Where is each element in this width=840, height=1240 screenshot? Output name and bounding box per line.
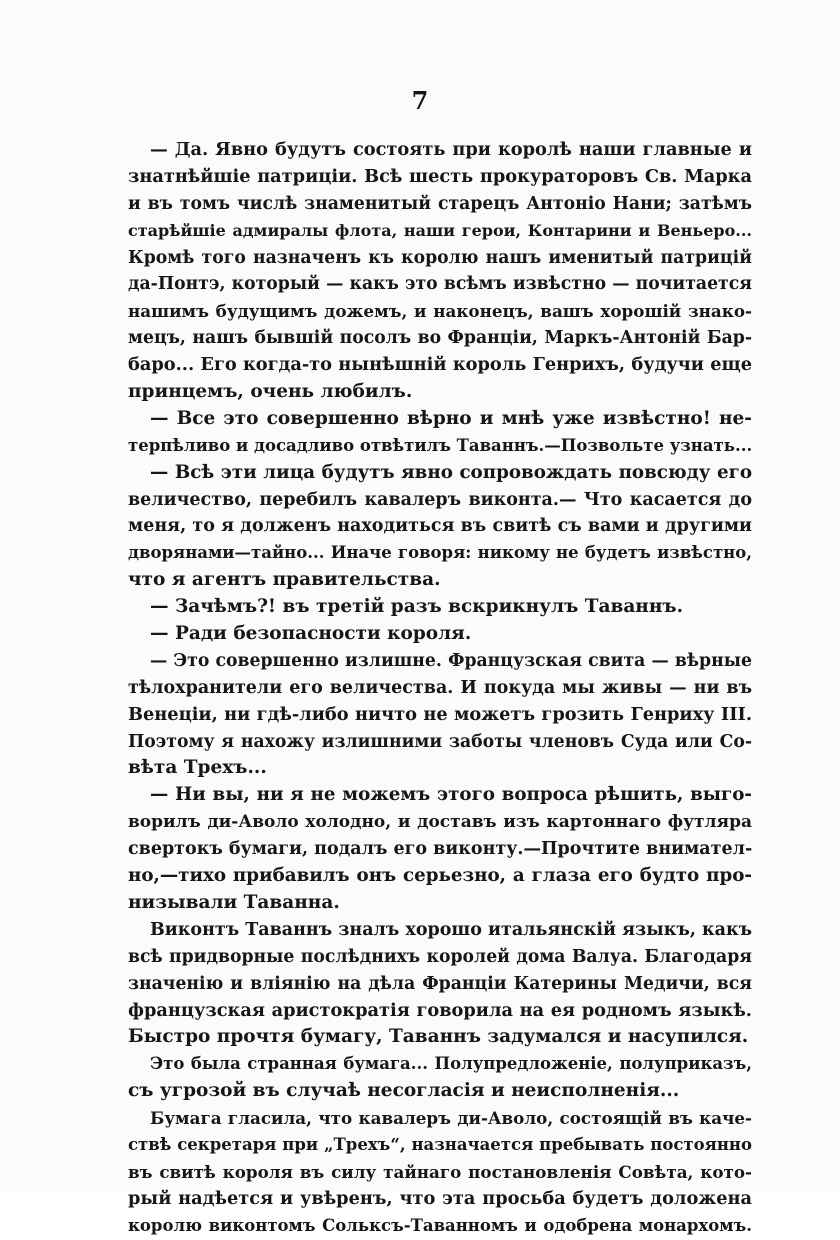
text-line: нашимъ будущимъ дожемъ, и наконецъ, вашъ хорошій знако- — [128, 301, 752, 322]
text-line: свертокъ бумаги, подалъ его виконту.—Прочтите внимател- — [128, 839, 752, 860]
text-line: ствѣ секретаря при „Трехъ“, назначается пребывать постоянно — [128, 1134, 752, 1154]
text-line: значенію и вліянію на дѣла Франціи Катерины Медичи, вся — [128, 973, 752, 994]
text-line: Поэтому я нахожу излишними заботы членовъ Суда или Со- — [128, 731, 752, 752]
text-line: да-Понтэ, который — какъ это всѣмъ извѣстно — почитается — [128, 274, 752, 295]
text-line: Виконтъ Таваннъ зналъ хорошо итальянскій языкъ, какъ — [150, 919, 752, 940]
text-line: всѣ придворные послѣднихъ королей дома Валуа. Благодаря — [128, 946, 752, 967]
text-line: ворилъ ди-Аволо холодно, и доставъ изъ картоннаго футляра — [128, 812, 752, 833]
text-line: баро... Его когда-то нынѣшній король Генрихъ, будучи еще — [128, 354, 752, 376]
text-line: принцемъ, очень любилъ. — [128, 381, 413, 403]
text-line: въ свитѣ короля въ силу тайнаго постановленія Совѣта, кото- — [128, 1161, 752, 1182]
text-line: Кромѣ того назначенъ къ королю нашъ именитый патрицій — [128, 247, 752, 268]
text-line: величество, перебилъ кавалеръ виконта.— Что касается до — [128, 489, 752, 510]
text-line: но,—тихо прибавилъ онъ серьезно, а глаза его будто про- — [128, 865, 752, 887]
text-line: тѣлохранители его величества. И покуда мы живы — ни въ — [128, 677, 752, 698]
text-line: мецъ, нашъ бывшій посолъ во Франціи, Маркъ-Антоній Бар- — [128, 328, 752, 349]
text-line: — Все это совершенно вѣрно и мнѣ уже извѣстно! не- — [150, 407, 752, 429]
text-line: Бумага гласила, что кавалеръ ди-Аволо, состоящій въ каче- — [150, 1108, 752, 1129]
text-line: знатнѣйшіе патриціи. Всѣ шесть прокураторовъ Св. Марка — [128, 165, 752, 187]
text-line: съ угрозой въ случаѣ несогласія и неисполненія... — [128, 1080, 680, 1102]
text-line: — Это совершенно излишне. Французская свита — вѣрные — [150, 650, 752, 671]
text-line: французская аристократія говорила на ея родномъ языкѣ. — [128, 999, 752, 1021]
text-line: Быстро прочтя бумагу, Таваннъ задумался и насупился. — [128, 1026, 749, 1048]
text-line: — Зачѣмъ?! въ третій разъ вскрикнулъ Таваннъ. — [150, 596, 684, 618]
text-line: что я агентъ правительства. — [128, 569, 441, 591]
text-line: — Да. Явно будутъ состоять при королѣ наши главные и — [150, 139, 752, 160]
text-line: — Всѣ эти лица будутъ явно сопровождать повсюду его — [150, 461, 752, 483]
text-line: — Ни вы, ни я не можемъ этого вопроса рѣшить, выго- — [150, 784, 752, 806]
text-line: меня, то я долженъ находиться въ свитѣ съ вами и другими — [128, 516, 752, 537]
text-line: вѣта Трехъ... — [128, 757, 267, 779]
text-line: низывали Таванна. — [128, 891, 340, 913]
text-line: — Ради безопасности короля. — [150, 623, 472, 645]
text-line: королю виконтомъ Сольксъ-Таванномъ и одобрена монархомъ. — [128, 1215, 752, 1235]
text-line: старѣйшіе адмиралы флота, наши герои, Контарини и Веньеро... — [128, 220, 752, 240]
text-line: и въ томъ числѣ знаменитый старецъ Антоніо Нани; затѣмъ — [128, 193, 752, 214]
text-line: Венеціи, ни гдѣ-либо ничто не можетъ грозить Генриху III. — [128, 703, 752, 725]
text-line: терпѣливо и досадливо отвѣтилъ Таваннъ.—Позвольте узнать... — [128, 435, 752, 455]
text-line: Это была странная бумага... Полупредложеніе, полуприказъ, — [150, 1054, 752, 1074]
page-number: 7 — [411, 86, 429, 115]
text-line: дворянами—тайно... Иначе говоря: никому не будетъ извѣстно, — [128, 543, 752, 563]
text-line: рый надѣется и увѣренъ, что эта просьба будетъ доложена — [128, 1187, 752, 1209]
body-text — [128, 137, 752, 1240]
